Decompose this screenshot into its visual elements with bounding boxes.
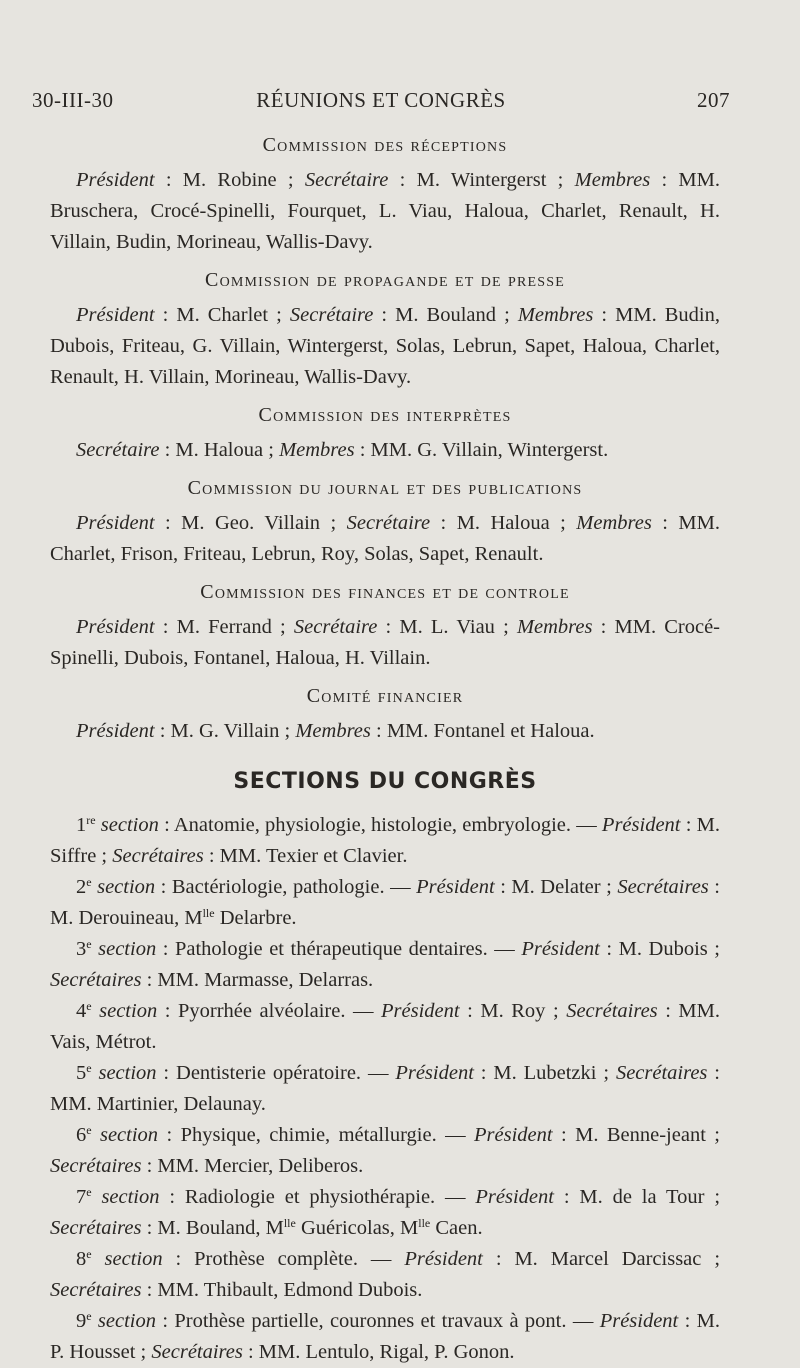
section-text: : MM. Mercier, Deliberos. — [141, 1155, 364, 1177]
role-label: Secrétaire — [289, 304, 374, 326]
role-names: : MM. Charlet, Frison, Friteau, Lebrun, Roy, Solas, Sapet, Renault. — [50, 512, 720, 565]
role-label: Président — [521, 938, 600, 960]
section-text: : Dentisterie opératoire. — — [156, 1062, 396, 1084]
section-number-suffix: re — [86, 813, 96, 827]
section-word: section — [98, 1062, 157, 1084]
role-label: Secrétaire — [76, 439, 160, 461]
congress-section — [50, 1120, 720, 1182]
section-text: : Radiologie et physiothérapie. — — [159, 1186, 476, 1208]
role-label: Secrétaires — [50, 1155, 142, 1177]
role-label: Membres — [279, 439, 355, 461]
section-text: : M. Roy ; — [459, 1000, 567, 1022]
role-label: Président — [474, 1124, 553, 1146]
role-names: : MM. Crocé-Spinelli, Dubois, Fontanel, Haloua, H. Villain. — [50, 616, 721, 669]
role-names: : M. G. Villain ; — [154, 720, 296, 742]
role-label: Secrétaires — [615, 1062, 708, 1084]
section-word: section — [100, 814, 159, 836]
commission-title: Comité financier — [306, 685, 464, 707]
section-text: : M. de la Tour ; — [553, 1186, 721, 1208]
section-word: section — [97, 1310, 156, 1332]
section-text: : Bactériologie, pathologie. — — [155, 876, 417, 898]
role-label: Secrétaires — [617, 876, 709, 898]
section-text: : M. Bouland, M — [141, 1217, 284, 1239]
role-label: Président — [601, 814, 681, 836]
section-text: : Physique, chimie, métallurgie. — — [158, 1124, 475, 1146]
commission-title: Commission de propagande et de presse — [205, 269, 565, 291]
page-number: 207 — [697, 88, 730, 112]
role-label: Membres — [516, 616, 593, 638]
section-text: : M. Lubetzki ; — [473, 1062, 616, 1084]
role-names: : M. Geo. Villain ; — [154, 512, 347, 534]
role-names: : MM. Fontanel et Haloua. — [370, 720, 595, 742]
section-number: 3 — [76, 938, 87, 960]
commission-members — [50, 435, 720, 466]
section-number-suffix: e — [86, 1247, 92, 1261]
role-label: Membres — [295, 720, 371, 742]
section-number-suffix: e — [86, 937, 92, 951]
section-text: : M. Siffre ; — [50, 814, 720, 867]
sections-list — [50, 810, 720, 1368]
congress-section — [50, 810, 720, 872]
section-text: : M. P. Housset ; — [50, 1310, 720, 1363]
commission-members — [50, 508, 720, 570]
section-text: : MM. Vais, Métrot. — [50, 1000, 721, 1053]
role-names: : M. Charlet ; — [154, 304, 290, 326]
title-suffix: lle — [418, 1216, 431, 1230]
commission-title: Commission du journal et des publications — [187, 477, 583, 499]
commission-title: Commission des réceptions — [262, 134, 508, 156]
section-text: : Prothèse partielle, couronnes et travaux à pont. — — [156, 1310, 600, 1332]
role-label: Membres — [574, 169, 651, 191]
commission-members — [50, 716, 720, 747]
role-label: Président — [76, 304, 155, 326]
role-label: Membres — [576, 512, 652, 534]
section-number: 4 — [76, 1000, 87, 1022]
role-label: Membres — [517, 304, 594, 326]
congress-section — [50, 934, 720, 996]
section-number: 1 — [76, 814, 87, 836]
role-label: Président — [76, 512, 155, 534]
role-label: Secrétaires — [50, 1217, 142, 1239]
commission-members — [50, 165, 720, 258]
congress-section — [50, 996, 720, 1058]
commission-members — [50, 300, 720, 393]
role-names: : MM. Budin, Dubois, Friteau, G. Villain, Wintergerst, Solas, Lebrun, Sapet, Haloua, Charlet, Renault, H. Villain, Morineau, Wallis-Davy. — [50, 304, 720, 388]
role-label: Président — [395, 1062, 474, 1084]
congress-section — [50, 1306, 720, 1368]
page-body — [50, 133, 720, 1368]
role-label: Secrétaires — [566, 1000, 658, 1022]
congress-section — [50, 872, 720, 934]
section-number: 5 — [76, 1062, 87, 1084]
role-label: Secrétaires — [112, 845, 204, 867]
section-word: section — [99, 1000, 158, 1022]
role-label: Secrétaires — [50, 1279, 142, 1301]
role-label: Président — [416, 876, 495, 898]
congress-section — [50, 1058, 720, 1120]
role-label: Secrétaires — [151, 1341, 243, 1363]
section-number-suffix: e — [86, 1123, 92, 1137]
section-text: : MM. Lentulo, Rigal, P. Gonon. — [242, 1341, 515, 1363]
role-label: Secrétaires — [50, 969, 142, 991]
section-number-suffix: e — [86, 1061, 92, 1075]
section-number-suffix: e — [86, 1185, 92, 1199]
commissions-list — [50, 133, 720, 747]
section-text: : MM. Marmasse, Delarras. — [141, 969, 374, 991]
commission-members — [50, 612, 720, 674]
header-date: 30-III-30 — [32, 88, 114, 112]
title-suffix: lle — [283, 1216, 296, 1230]
section-text: : M. Derouineau, M — [50, 876, 720, 929]
role-names: : M. Ferrand ; — [154, 616, 294, 638]
section-number: 2 — [76, 876, 87, 898]
section-word: section — [99, 1124, 159, 1146]
section-word: section — [101, 1186, 160, 1208]
role-names: : M. Bouland ; — [373, 304, 518, 326]
role-label: Secrétaire — [304, 169, 389, 191]
section-number: 9 — [76, 1310, 87, 1332]
title-suffix: lle — [202, 906, 215, 920]
role-names: : M. Haloua ; — [430, 512, 577, 534]
section-word: section — [97, 876, 156, 898]
section-text: Delarbre. — [214, 907, 297, 929]
section-text: Caen. — [430, 1217, 483, 1239]
section-text: Guéricolas, M — [295, 1217, 419, 1239]
section-number: 7 — [76, 1186, 87, 1208]
role-names: : M. Haloua ; — [159, 439, 280, 461]
section-text: : MM. Thibault, Edmond Dubois. — [141, 1279, 423, 1301]
header-title: RÉUNIONS ET CONGRÈS — [256, 88, 506, 112]
sections-heading: SECTIONS DU CONGRÈS — [233, 769, 537, 794]
section-word: section — [98, 938, 157, 960]
congress-section — [50, 1244, 720, 1306]
section-text: : Prothèse complète. — — [162, 1248, 405, 1270]
role-label: Président — [76, 169, 155, 191]
section-text: : M. Marcel Darcissac ; — [482, 1248, 721, 1270]
role-names: : MM. Bruschera, Crocé-Spinelli, Fourquet, L. Viau, Haloua, Charlet, Renault, H. Villain, Budin, Morineau, Wallis-Davy. — [50, 169, 720, 253]
section-number-suffix: e — [86, 999, 92, 1013]
section-word: section — [104, 1248, 163, 1270]
role-names: : MM. G. Villain, Wintergerst. — [354, 439, 609, 461]
role-names: : M. L. Viau ; — [377, 616, 517, 638]
section-text: : MM. Texier et Clavier. — [203, 845, 408, 867]
commission-title: Commission des interprètes — [258, 404, 512, 426]
role-label: Président — [404, 1248, 483, 1270]
section-text: : MM. Martinier, Delaunay. — [50, 1062, 721, 1115]
role-names: : M. Wintergerst ; — [388, 169, 575, 191]
section-number: 6 — [76, 1124, 87, 1146]
role-label: Secrétaire — [346, 512, 431, 534]
congress-section — [50, 1182, 720, 1244]
role-label: Président — [76, 720, 155, 742]
role-label: Président — [381, 1000, 460, 1022]
role-names: : M. Robine ; — [154, 169, 305, 191]
role-label: Président — [599, 1310, 679, 1332]
section-number-suffix: e — [86, 875, 92, 889]
section-number: 8 — [76, 1248, 87, 1270]
role-label: Secrétaire — [293, 616, 378, 638]
section-text: : M. Delater ; — [494, 876, 618, 898]
section-number-suffix: e — [86, 1309, 92, 1323]
section-text: : Anatomie, physiologie, histologie, embryologie. — — [158, 814, 602, 836]
section-text: : M. Dubois ; — [599, 938, 721, 960]
commission-title: Commission des finances et de controle — [200, 581, 570, 603]
section-text: : Pathologie et thérapeutique dentaires. — — [156, 938, 522, 960]
role-label: Président — [475, 1186, 554, 1208]
role-label: Président — [76, 616, 155, 638]
section-text: : M. Benne-jeant ; — [552, 1124, 720, 1146]
section-text: : Pyorrhée alvéolaire. — — [157, 1000, 382, 1022]
